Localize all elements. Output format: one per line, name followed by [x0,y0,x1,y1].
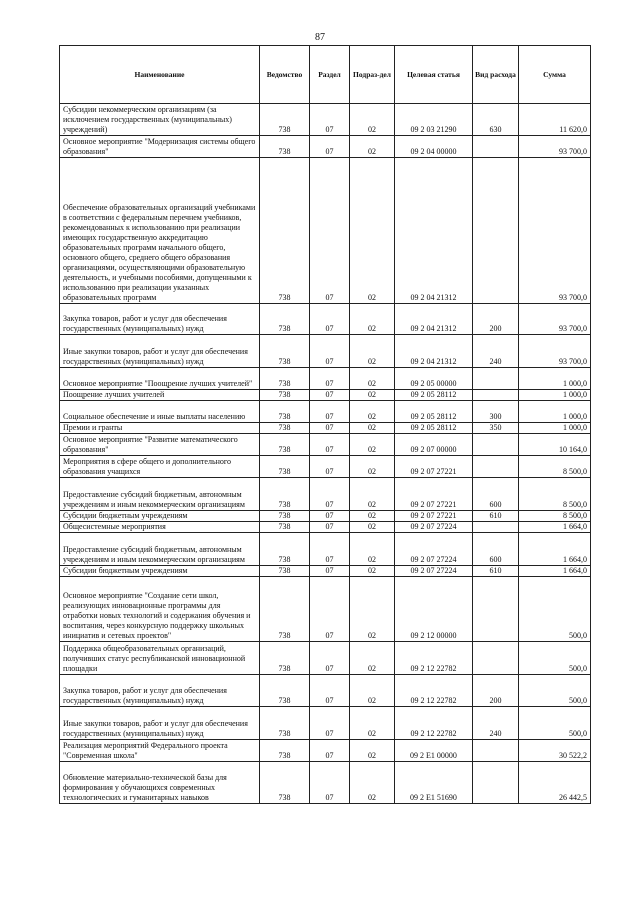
cell-subsection: 02 [350,158,395,304]
cell-name: Субсидии бюджетным учреждениям [60,511,260,522]
table-row [60,511,591,522]
cell-section: 07 [310,642,350,675]
cell-name: Социальное обеспечение и иные выплаты населению [60,401,260,423]
cell-name: Иные закупки товаров, работ и услуг для обеспечения государственных (муниципальных) нужд [60,335,260,368]
cell-amount: 1 664,0 [519,522,591,533]
cell-amount: 93 700,0 [519,335,591,368]
table-row [60,401,591,423]
cell-subsection: 02 [350,533,395,566]
cell-name: Закупка товаров, работ и услуг для обеспечения государственных (муниципальных) нужд [60,304,260,335]
table-row [60,136,591,158]
cell-target: 09 2 05 28112 [395,401,473,423]
table-row [60,478,591,511]
cell-exp-type [473,522,519,533]
cell-section: 07 [310,533,350,566]
cell-exp-type: 600 [473,533,519,566]
cell-dept: 738 [260,642,310,675]
cell-section: 07 [310,511,350,522]
cell-subsection: 02 [350,401,395,423]
cell-name: Премии и гранты [60,423,260,434]
cell-name: Мероприятия в сфере общего и дополнительного образования учащихся [60,456,260,478]
cell-name: Обеспечение образовательных организаций учебниками в соответствии с федеральным перечнем учебников, рекомендованных к использованию при реализации имеющих государственную аккредитацию образовательных программ начального общего, основного общего, среднего общего образования организациями, осуществляющими образовательную деятельность, и учебными пособиями, допущенными к использованию при реализации указанных образовательных программ [60,158,260,304]
cell-target: 09 2 04 00000 [395,136,473,158]
cell-target: 09 2 07 27221 [395,478,473,511]
table-row [60,533,591,566]
cell-name: Реализация мероприятий Федерального проекта "Современная школа" [60,740,260,762]
table-row [60,566,591,577]
table-row [60,368,591,390]
cell-section: 07 [310,401,350,423]
cell-subsection: 02 [350,478,395,511]
cell-exp-type: 610 [473,511,519,522]
table-header [60,46,591,104]
cell-amount: 500,0 [519,642,591,675]
cell-target: 09 2 07 27221 [395,511,473,522]
cell-target: 09 2 07 27224 [395,566,473,577]
cell-dept: 738 [260,434,310,456]
cell-name: Общесистемные мероприятия [60,522,260,533]
table-row [60,423,591,434]
cell-subsection: 02 [350,566,395,577]
cell-target: 09 2 E1 51690 [395,762,473,804]
cell-subsection: 02 [350,136,395,158]
cell-subsection: 02 [350,304,395,335]
col-header-dept: Ведомство [260,46,310,104]
cell-dept: 738 [260,401,310,423]
table-row [60,390,591,401]
cell-subsection: 02 [350,675,395,707]
cell-target: 09 2 07 27224 [395,522,473,533]
cell-target: 09 2 05 28112 [395,423,473,434]
cell-exp-type [473,368,519,390]
col-header-amount: Сумма [519,46,591,104]
cell-dept: 738 [260,136,310,158]
cell-exp-type [473,390,519,401]
cell-section: 07 [310,707,350,740]
cell-subsection: 02 [350,335,395,368]
cell-subsection: 02 [350,740,395,762]
cell-target: 09 2 04 21312 [395,335,473,368]
cell-exp-type [473,158,519,304]
table-row [60,522,591,533]
cell-amount: 1 664,0 [519,533,591,566]
cell-dept: 738 [260,456,310,478]
cell-exp-type [473,740,519,762]
cell-amount: 500,0 [519,707,591,740]
cell-section: 07 [310,390,350,401]
cell-exp-type: 240 [473,707,519,740]
cell-target: 09 2 07 27221 [395,456,473,478]
col-header-target: Целевая статья [395,46,473,104]
cell-target: 09 2 12 22782 [395,675,473,707]
cell-section: 07 [310,335,350,368]
cell-dept: 738 [260,368,310,390]
cell-dept: 738 [260,335,310,368]
table-row [60,456,591,478]
cell-section: 07 [310,762,350,804]
cell-dept: 738 [260,158,310,304]
cell-name: Субсидии бюджетным учреждениям [60,566,260,577]
cell-dept: 738 [260,304,310,335]
cell-subsection: 02 [350,522,395,533]
cell-target: 09 2 12 22782 [395,642,473,675]
cell-exp-type: 240 [473,335,519,368]
cell-subsection: 02 [350,577,395,642]
cell-name: Поощрение лучших учителей [60,390,260,401]
col-header-name: Наименование [60,46,260,104]
table-row [60,434,591,456]
cell-section: 07 [310,478,350,511]
cell-exp-type: 600 [473,478,519,511]
table-row [60,762,591,804]
cell-dept: 738 [260,740,310,762]
cell-section: 07 [310,104,350,136]
cell-target: 09 2 05 28112 [395,390,473,401]
cell-amount: 1 000,0 [519,401,591,423]
cell-exp-type [473,642,519,675]
cell-name: Обновление материально-технической базы для формирования у обучающихся современных технологических и гуманитарных навыков [60,762,260,804]
cell-amount: 30 522,2 [519,740,591,762]
cell-dept: 738 [260,522,310,533]
cell-target: 09 2 07 27224 [395,533,473,566]
table-body [60,104,591,804]
cell-target: 09 2 E1 00000 [395,740,473,762]
table-row [60,740,591,762]
table-row [60,304,591,335]
cell-section: 07 [310,304,350,335]
table-row [60,158,591,304]
cell-target: 09 2 05 00000 [395,368,473,390]
cell-name: Предоставление субсидий бюджетным, автономным учреждениям и иным некоммерческим организациям [60,478,260,511]
cell-exp-type: 630 [473,104,519,136]
cell-name: Закупка товаров, работ и услуг для обеспечения государственных (муниципальных) нужд [60,675,260,707]
cell-amount: 500,0 [519,577,591,642]
cell-name: Основное мероприятие "Развитие математического образования" [60,434,260,456]
cell-dept: 738 [260,707,310,740]
cell-exp-type [473,456,519,478]
cell-subsection: 02 [350,390,395,401]
cell-dept: 738 [260,390,310,401]
cell-dept: 738 [260,104,310,136]
cell-subsection: 02 [350,434,395,456]
cell-exp-type [473,136,519,158]
cell-exp-type: 300 [473,401,519,423]
cell-subsection: 02 [350,368,395,390]
cell-amount: 93 700,0 [519,304,591,335]
cell-name: Иные закупки товаров, работ и услуг для обеспечения государственных (муниципальных) нужд [60,707,260,740]
cell-subsection: 02 [350,762,395,804]
cell-section: 07 [310,577,350,642]
cell-target: 09 2 12 00000 [395,577,473,642]
cell-section: 07 [310,456,350,478]
cell-dept: 738 [260,566,310,577]
cell-amount: 1 000,0 [519,423,591,434]
table-row [60,104,591,136]
cell-section: 07 [310,136,350,158]
cell-dept: 738 [260,423,310,434]
cell-subsection: 02 [350,104,395,136]
cell-amount: 8 500,0 [519,478,591,511]
cell-amount: 1 000,0 [519,390,591,401]
col-header-section: Раздел [310,46,350,104]
table-row [60,335,591,368]
cell-exp-type: 350 [473,423,519,434]
cell-amount: 1 000,0 [519,368,591,390]
cell-exp-type: 200 [473,304,519,335]
cell-dept: 738 [260,675,310,707]
cell-exp-type: 610 [473,566,519,577]
cell-subsection: 02 [350,642,395,675]
cell-section: 07 [310,434,350,456]
table-row [60,675,591,707]
cell-name: Основное мероприятие "Создание сети школ, реализующих инновационные программы для отработки новых технологий и содержания обучения и воспитания, через конкурсную поддержку школьных инициатив и сетевых проектов" [60,577,260,642]
cell-amount: 1 664,0 [519,566,591,577]
cell-amount: 500,0 [519,675,591,707]
col-header-exp-type: Вид расхода [473,46,519,104]
cell-dept: 738 [260,533,310,566]
cell-name: Предоставление субсидий бюджетным, автономным учреждениям и иным некоммерческим организациям [60,533,260,566]
cell-target: 09 2 12 22782 [395,707,473,740]
cell-name: Основное мероприятие "Модернизация системы общего образования" [60,136,260,158]
cell-section: 07 [310,368,350,390]
page-number: 87 [315,32,325,43]
cell-subsection: 02 [350,456,395,478]
cell-target: 09 2 07 00000 [395,434,473,456]
cell-target: 09 2 04 21312 [395,304,473,335]
cell-section: 07 [310,158,350,304]
cell-exp-type: 200 [473,675,519,707]
cell-dept: 738 [260,511,310,522]
cell-section: 07 [310,675,350,707]
cell-subsection: 02 [350,707,395,740]
cell-section: 07 [310,423,350,434]
cell-exp-type [473,762,519,804]
cell-amount: 8 500,0 [519,456,591,478]
cell-amount: 93 700,0 [519,136,591,158]
cell-name: Основное мероприятие "Поощрение лучших учителей" [60,368,260,390]
table-row [60,642,591,675]
cell-exp-type [473,577,519,642]
cell-dept: 738 [260,478,310,511]
cell-dept: 738 [260,762,310,804]
cell-target: 09 2 04 21312 [395,158,473,304]
cell-dept: 738 [260,577,310,642]
cell-amount: 10 164,0 [519,434,591,456]
cell-section: 07 [310,566,350,577]
budget-table [59,45,591,804]
cell-section: 07 [310,740,350,762]
table-row [60,577,591,642]
cell-target: 09 2 03 21290 [395,104,473,136]
col-header-subsection: Подраз-дел [350,46,395,104]
cell-amount: 11 620,0 [519,104,591,136]
cell-amount: 8 500,0 [519,511,591,522]
cell-name: Поддержка общеобразовательных организаций, получивших статус республиканской инновационной площадки [60,642,260,675]
cell-subsection: 02 [350,511,395,522]
cell-subsection: 02 [350,423,395,434]
cell-exp-type [473,434,519,456]
cell-amount: 93 700,0 [519,158,591,304]
cell-amount: 26 442,5 [519,762,591,804]
cell-name: Субсидии некоммерческим организациям (за исключением государственных (муниципальных) учреждений) [60,104,260,136]
table-row [60,707,591,740]
cell-section: 07 [310,522,350,533]
